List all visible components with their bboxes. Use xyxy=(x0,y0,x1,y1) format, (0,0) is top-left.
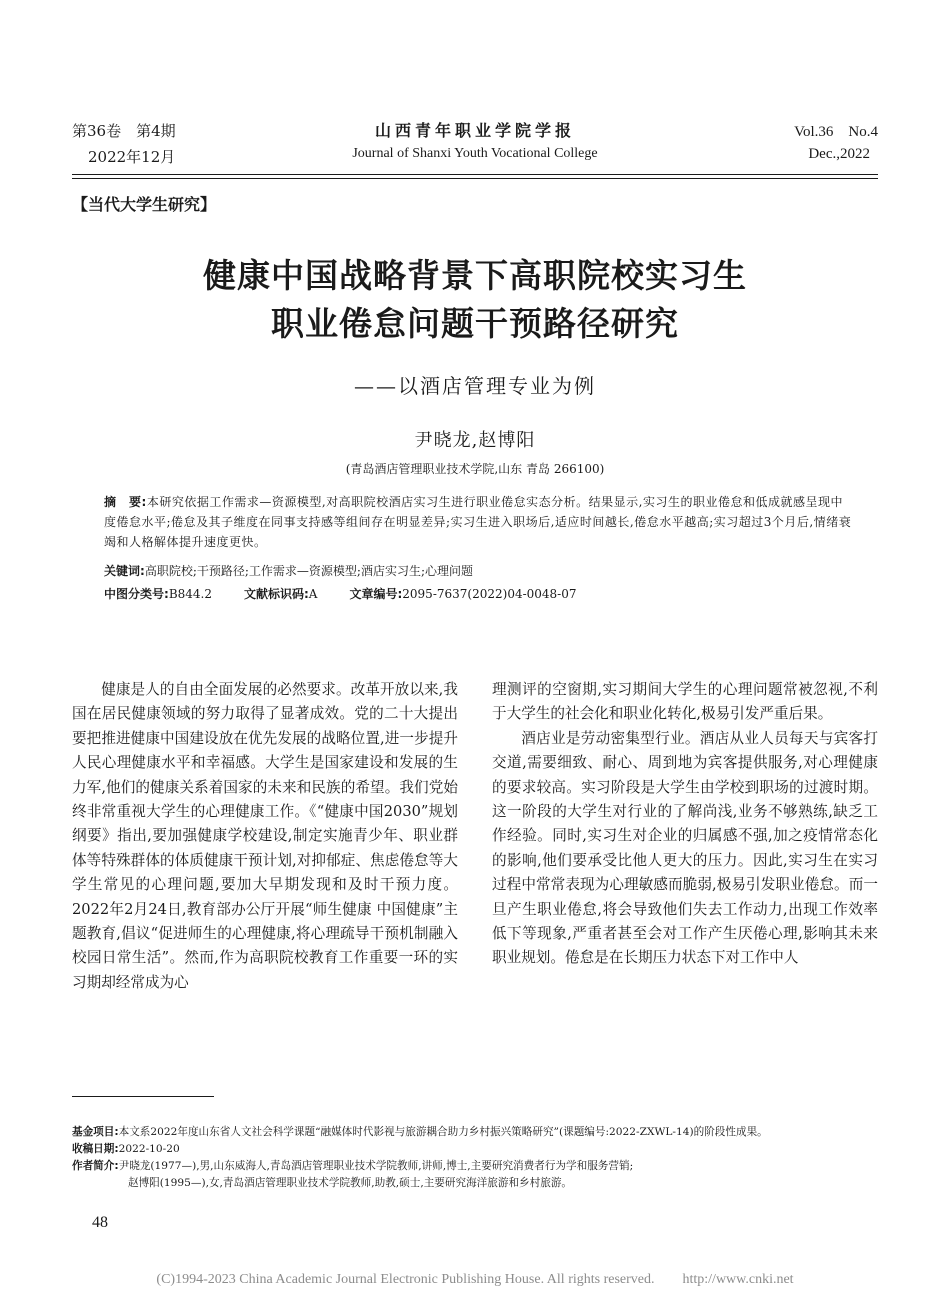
author-note xyxy=(72,1158,892,1175)
keywords xyxy=(104,562,854,579)
doc-label: 文献标识码: xyxy=(243,587,309,601)
page-number: 48 xyxy=(92,1214,108,1231)
author-label: 作者简介: xyxy=(72,1160,119,1172)
keywords-text: 高职院校;干预路径;工作需求—资源模型;酒店实习生;心理问题 xyxy=(144,564,473,578)
body-paragraph: 健康是人的自由全面发展的必然要求。改革开放以来,我国在居民健康领域的努力取得了显著成效。党的二十大提出要把推进健康中国建设放在优先发展的战略位置,进一步提升人民心理健康水平和幸福感。大学生是国家建设和发展的生力军,他们的健康关系着国家的未来和民族的希望。我们党始终非常重视大学生的心理健康工作。《“健康中国2030”规划纲要》指出,要加强健康学校建设,制定实施青少年、职业群体等特殊群体的体质健康干预计划,对抑郁症、焦虑倦怠等大学生常见的心理问题,要加大早期发现和及时干预力度。2022年2月24日,教育部办公厅开展“师生健康 中国健康”主题教育,倡议“促进师生的心理健康,将心理疏导干预机制融入校园日常生活”。然而,作为高职院校教育工作重要一环的实习期却经常成为心 xyxy=(72,681,458,991)
abstract xyxy=(104,492,854,552)
classification-codes xyxy=(104,585,577,602)
paper-subtitle: ——以酒店管理专业为例 xyxy=(354,374,596,398)
paper-title-line2: 职业倦怠问题干预路径研究 xyxy=(271,304,679,343)
author1-bio: 尹晓龙(1977—),男,山东威海人,青岛酒店管理职业技术学院教师,讲师,博士,主要研究消费者行为学和服务营销; xyxy=(118,1160,634,1172)
author2-bio: 赵博阳(1995—),女,青岛酒店管理职业技术学院教师,助教,硕士,主要研究海洋旅游和乡村旅游。 xyxy=(128,1177,573,1189)
publication-date-en: Dec.,2022 xyxy=(808,146,870,162)
footnotes xyxy=(72,1124,892,1192)
header-rule-thin xyxy=(72,178,878,179)
abstract-label: 摘 要: xyxy=(104,495,147,509)
authors: 尹晓龙,赵博阳 xyxy=(414,430,536,451)
received-label: 收稿日期: xyxy=(72,1143,119,1155)
article-code xyxy=(349,585,576,602)
clc-label: 中图分类号: xyxy=(104,587,169,601)
clc-value: B844.2 xyxy=(168,587,212,601)
article-value: 2095-7637(2022)04-0048-07 xyxy=(402,587,577,601)
body-column-left xyxy=(72,678,458,995)
publication-date-cn: 2022年12月 xyxy=(88,148,176,166)
doc-code xyxy=(244,585,317,602)
header-rule-thick xyxy=(72,174,878,175)
volume-issue: 第36卷 第4期 xyxy=(72,122,176,140)
journal-name-en: Journal of Shanxi Youth Vocational College xyxy=(352,146,598,161)
fund-note xyxy=(72,1124,892,1141)
section-label: 【当代大学生研究】 xyxy=(72,195,217,214)
fund-label: 基金项目: xyxy=(72,1126,119,1138)
body-paragraph: 酒店业是劳动密集型行业。酒店从业人员每天与宾客打交道,需要细致、耐心、周到地为宾客提供服务,对心理健康的要求较高。实习阶段是大学生由学校到职场的过渡时期。这一阶段的大学生对行业的了解尚浅,业务不够熟练,缺乏工作经验。同时,实习生对企业的归属感不强,加之疫情常态化的影响,他们要承受比他人更大的压力。因此,实习生在实习过程中常常表现为心理敏感而脆弱,极易引发职业倦怠。而一旦产生职业倦怠,将会导致他们失去工作动力,出现工作效率低下等现象,严重者甚至会对工作产生厌倦心理,影响其未来职业规划。倦怠是在长期压力状态下对工作中人 xyxy=(492,729,878,967)
keywords-label: 关键词: xyxy=(104,564,145,578)
copyright-watermark: (C)1994-2023 China Academic Journal Electronic Publishing House. All rights reserved. http://www.cnki.net xyxy=(156,1272,794,1287)
volume-issue-en: Vol.36 No.4 xyxy=(794,124,878,140)
clc-code xyxy=(104,585,212,602)
body-paragraph: 理测评的空窗期,实习期间大学生的心理问题常被忽视,不利于大学生的社会化和职业化转化,极易引发严重后果。 xyxy=(492,681,878,723)
body-column-right xyxy=(492,678,878,971)
received-text: 2022-10-20 xyxy=(118,1143,180,1155)
fund-text: 本文系2022年度山东省人文社会科学课题“融媒体时代影视与旅游耦合助力乡村振兴策略研究”(课题编号:2022-ZXWL-14)的阶段性成果。 xyxy=(118,1126,768,1138)
journal-name-cn: 山西青年职业学院学报 xyxy=(374,121,575,140)
article-label: 文章编号: xyxy=(349,587,403,601)
footnote-rule xyxy=(72,1096,214,1097)
affiliation: (青岛酒店管理职业技术学院,山东 青岛 266100) xyxy=(345,462,605,476)
doc-value: A xyxy=(308,587,318,601)
abstract-text: 本研究依据工作需求—资源模型,对高职院校酒店实习生进行职业倦怠实态分析。结果显示,实习生的职业倦怠和低成就感呈现中度倦怠水平;倦怠及其子维度在同事支持感等组间存在明显差异;实习生进入职场后,适应时间越长,倦怠水平越高;实习超过3个月后,情绪衰竭和人格解体提升速度更快。 xyxy=(104,495,852,549)
received-note xyxy=(72,1141,892,1158)
paper-title-line1: 健康中国战略背景下高职院校实习生 xyxy=(203,256,747,295)
